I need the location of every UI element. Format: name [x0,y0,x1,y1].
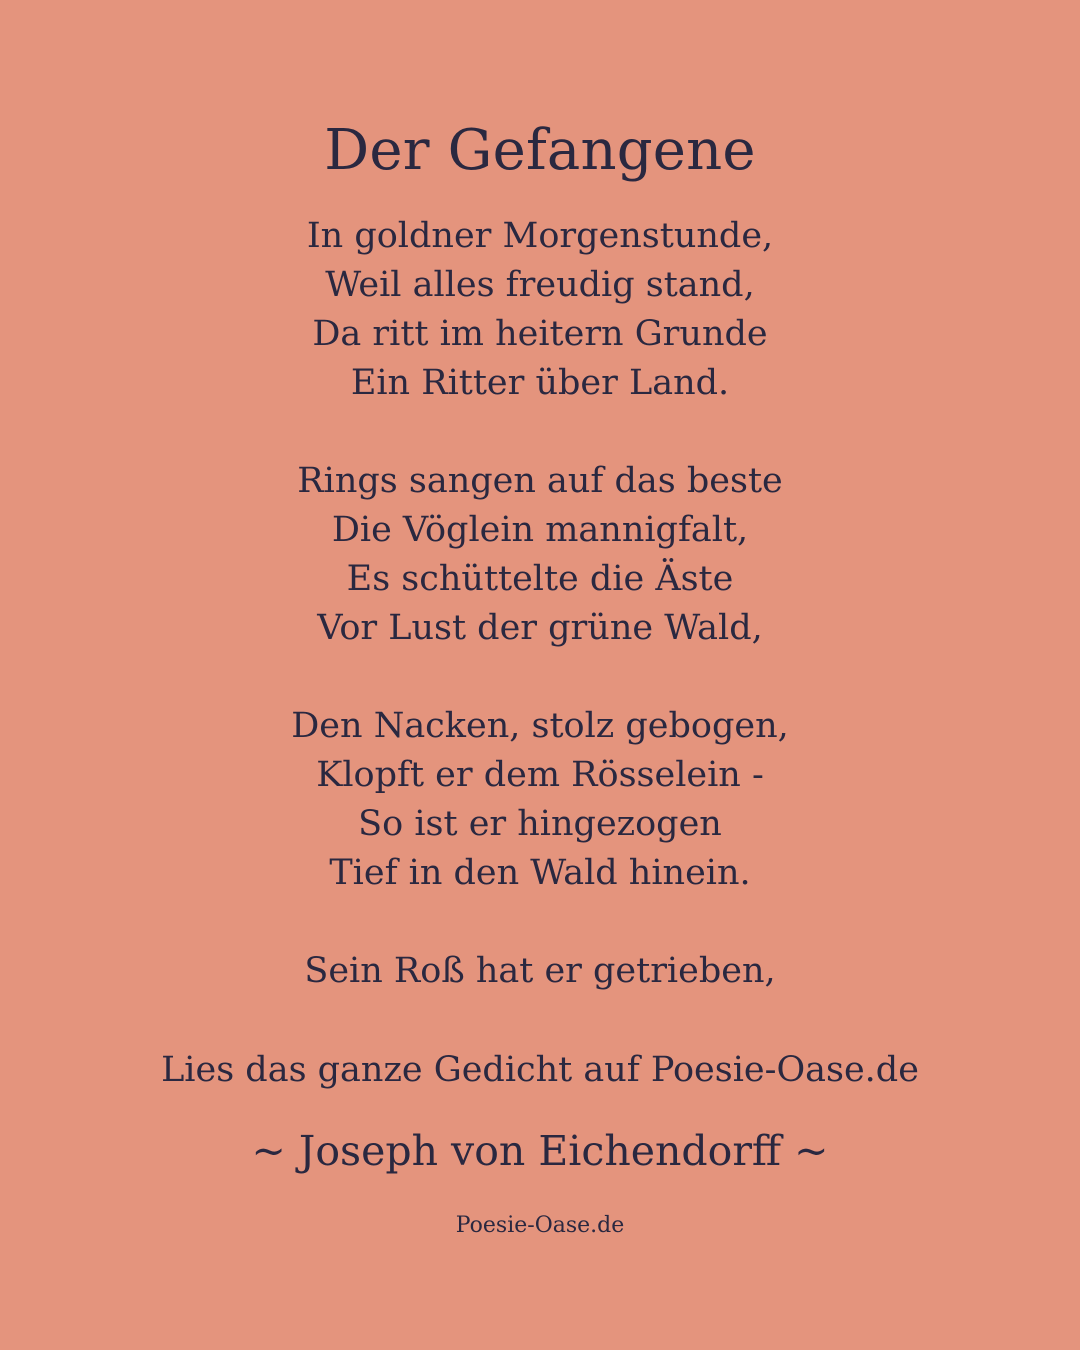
poem-body [0,212,1080,1045]
stanza [0,947,1080,996]
stanza [0,457,1080,653]
poem-line: Es schüttelte die Äste [346,559,734,599]
poem-line: Den Nacken, stolz gebogen, [291,706,789,746]
poem-line: So ist er hingezogen [358,804,722,844]
poem-line: Rings sangen auf das beste [297,461,783,501]
poem-line: Weil alles freudig stand, [325,265,755,305]
poem-title: Der Gefangene [324,118,756,183]
read-full-poem-text: Lies das ganze Gedicht auf Poesie-Oase.de [161,1050,919,1090]
site-watermark: Poesie-Oase.de [455,1213,625,1238]
poem-line: Da ritt im heitern Grunde [312,314,768,354]
poem-line: Vor Lust der grüne Wald, [317,608,763,648]
poem-line: Sein Roß hat er getrieben, [304,951,776,991]
poem-line: Ein Ritter über Land. [350,363,730,403]
author-name: ~ Joseph von Eichendorff ~ [251,1127,829,1175]
poem-line: Klopft er dem Rösselein - [316,755,764,795]
stanza [0,212,1080,408]
poem-line: In goldner Morgenstunde, [306,216,774,256]
poem-line: Tief in den Wald hinein. [329,853,751,893]
stanza [0,702,1080,898]
poem-line: Die Vöglein mannigfalt, [331,510,749,550]
